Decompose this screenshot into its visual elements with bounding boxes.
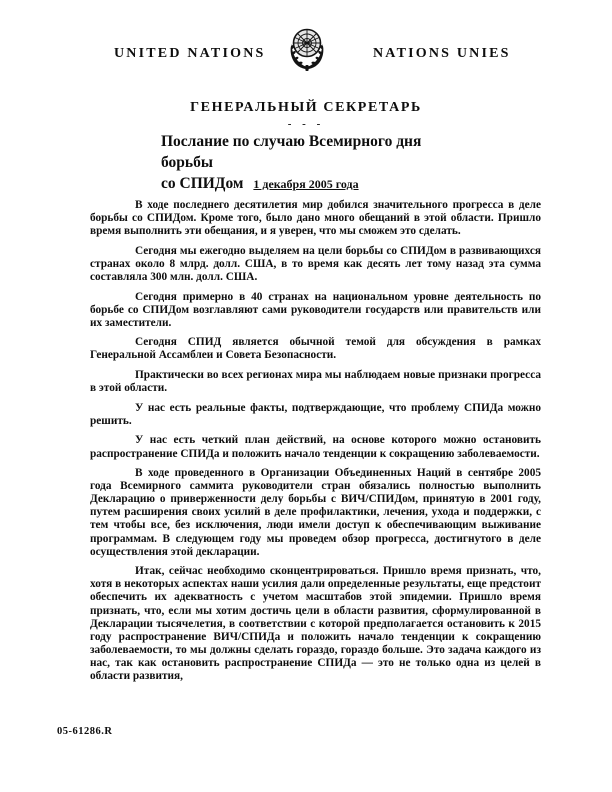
un-emblem-icon — [288, 25, 326, 73]
body-paragraph: В ходе последнего десятилетия мир добился значительного прогресса в деле борьбы со СПИДом. Кроме того, было дано много обещаний в этой области. Пришло время выполнить эти обещания, и я уверен, что мы сможем это сделать. — [90, 199, 541, 238]
body-paragraph: Итак, сейчас необходимо сконцентрироваться. Пришло время признать, что, хотя в некоторых аспектах наши усилия дали определенные результаты, еще предстоит обеспечить их адекватность с учетом масштабов этой эпидемии. Пришло время признать, что, если мы хотим достичь цели в области развития, сформулированной в Декларации тысячелетия, в соответствии с которой предполагается остановить к 2015 году распространение ВИЧ/СПИДа и положить начало тенденции к сокращению заболеваемости, то мы должны сделать гораздо, гораздо больше. Это задача каждого из нас, так как остановить распространение СПИДа — это не только одна из целей в области развития, — [90, 565, 541, 682]
header-nations-unies: NATIONS UNIES — [373, 46, 511, 61]
body-paragraph: У нас есть реальные факты, подтверждающие, что проблему СПИДа можно решить. — [90, 401, 541, 427]
header-united-nations: UNITED NATIONS — [114, 46, 266, 61]
message-body — [90, 199, 541, 690]
body-paragraph: У нас есть четкий план действий, на основе которого можно остановить распространение СПИДа и положить начало тенденции к сокращению заболеваемости. — [90, 434, 541, 460]
body-paragraph: Сегодня СПИД является обычной темой для обсуждения в рамках Генеральной Ассамблеи и Совета Безопасности. — [90, 336, 541, 362]
body-paragraph: Практически во всех регионах мира мы наблюдаем новые признаки прогресса в этой области. — [90, 369, 541, 395]
body-paragraph: Сегодня мы ежегодно выделяем на цели борьбы со СПИДом в развивающихся странах около 8 млрд. долл. США, в то время как десять лет тому назад эта сумма составляла 300 млн. долл. США. — [90, 244, 541, 283]
body-paragraph: В ходе проведенного в Организации Объединенных Наций в сентябре 2005 года Всемирного саммита руководители стран обязались полностью выполнить Декларацию о приверженности делу борьбы с ВИЧ/СПИДом, принятую в 2001 году, путем расширения своих усилий в деле профилактики, лечения, ухода и поддержки, с тем чтобы все, без исключения, люди имели доступ к обеспечивающим выживание программам. В следующем году мы проведем обзор прогресса, достигнутого в деле осуществления этой декларации. — [90, 467, 541, 558]
document-date: 1 декабря 2005 года — [253, 177, 359, 191]
title-separator: - - - — [287, 118, 325, 130]
message-title-line2: со СПИДом — [161, 175, 244, 192]
message-title-line1: Послание по случаю Всемирного дня борьбы — [161, 133, 422, 171]
body-paragraph: Сегодня примерно в 40 странах на национальном уровне деятельность по борьбе со СПИДом возглавляют сами руководители государств или правительств или их заместители. — [90, 290, 541, 329]
document-number: 05-61286.R — [57, 726, 113, 737]
secretary-general-heading: ГЕНЕРАЛЬНЫЙ СЕКРЕТАРЬ — [190, 100, 422, 115]
